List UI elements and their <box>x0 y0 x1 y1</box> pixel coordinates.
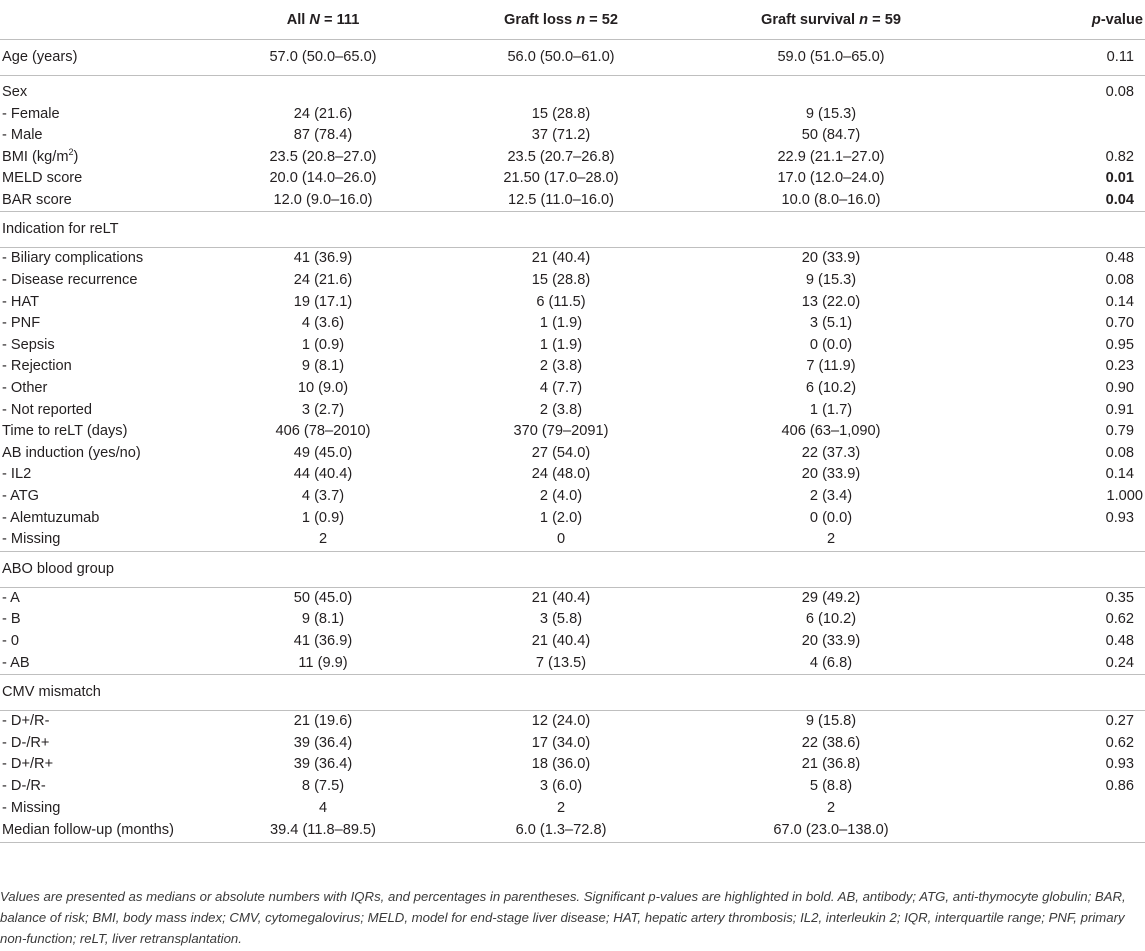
cell-graft-survival: 1 (1.7) <box>809 401 853 418</box>
cell-all: 87 (78.4) <box>293 127 353 144</box>
table-row <box>0 270 1145 292</box>
header-row <box>0 0 1145 40</box>
table-row <box>0 711 1145 733</box>
cell-graft-survival: 59.0 (51.0–65.0) <box>686 40 976 76</box>
row-label: Median follow-up (months) <box>0 819 210 843</box>
cell-p-value: 0.79 <box>1105 423 1134 440</box>
cell-graft-survival <box>686 76 976 104</box>
row-label: - AB <box>0 653 210 675</box>
cell-p-value: 0.62 <box>1105 611 1134 628</box>
header-p-text: -value <box>1100 11 1143 28</box>
cell-p-value: 0.08 <box>1105 272 1134 289</box>
row-label: - B <box>2 611 21 628</box>
table-row <box>0 798 1145 820</box>
cell-all: 20.0 (14.0–26.0) <box>269 170 377 187</box>
row-label: Time to reLT (days) <box>2 423 128 440</box>
cell-all: 49 (45.0) <box>293 444 353 461</box>
cell-graft-survival: 5 (8.8) <box>809 777 853 794</box>
cell-graft-loss: 1 (1.9) <box>539 336 583 353</box>
header-all-count: = 111 <box>319 11 360 28</box>
table-row <box>0 421 1145 443</box>
cell-graft-survival: 22 (38.6) <box>801 734 861 751</box>
cell-graft-survival: 22.9 (21.1–27.0) <box>777 148 885 165</box>
row-label: - D-/R+ <box>2 734 50 751</box>
table-row <box>0 356 1145 378</box>
cell-graft-survival: 3 (5.1) <box>809 315 853 332</box>
cell-graft-loss: 15 (28.8) <box>531 272 591 289</box>
cell-all: 4 (3.7) <box>301 488 345 504</box>
row-label: - Other <box>2 380 48 397</box>
table-row <box>0 378 1145 400</box>
header-all-text: All <box>286 11 310 28</box>
table-row <box>0 248 1145 270</box>
cell-graft-survival: 29 (49.2) <box>801 589 861 606</box>
cell-graft-loss: 6 (11.5) <box>536 293 586 310</box>
table-row <box>0 400 1145 422</box>
cell-p-value: 0.08 <box>1105 83 1134 100</box>
header-loss-text: Graft loss <box>504 11 577 28</box>
cell-graft-survival: 6 (10.2) <box>805 380 857 397</box>
cell-graft-survival: 6 (10.2) <box>805 611 857 628</box>
cell-graft-loss: 23.5 (20.7–26.8) <box>507 148 615 165</box>
cell-graft-loss: 21 (40.4) <box>531 632 591 649</box>
cell-graft-survival: 21 (36.8) <box>801 756 861 773</box>
cell-graft-survival: 4 (6.8) <box>686 653 976 675</box>
cell-graft-loss: 3 (5.8) <box>539 611 583 628</box>
row-label: - Missing <box>0 529 210 551</box>
cell-p-value <box>976 212 1145 248</box>
cell-graft-loss: 24 (48.0) <box>531 466 591 483</box>
cell-all <box>210 76 436 104</box>
table-row <box>0 529 1145 551</box>
cell-graft-survival <box>686 551 976 587</box>
cell-graft-survival: 10.0 (8.0–16.0) <box>686 190 976 212</box>
table-row <box>0 335 1145 357</box>
table-row <box>0 464 1145 486</box>
table-row <box>0 486 1145 508</box>
cell-p-value <box>976 529 1145 551</box>
table-row <box>0 168 1145 190</box>
cell-p-value: 0.24 <box>976 653 1145 675</box>
section-header-row <box>0 675 1145 711</box>
cell-p-value: 0.91 <box>1105 401 1134 418</box>
cell-graft-survival: 406 (63–1,090) <box>781 423 881 440</box>
cell-graft-loss: 56.0 (50.0–61.0) <box>436 40 686 76</box>
cell-graft-survival: 13 (22.0) <box>801 293 861 310</box>
row-label: - Alemtuzumab <box>2 509 100 526</box>
row-label: - Disease recurrence <box>2 272 138 289</box>
cell-graft-loss: 1 (2.0) <box>539 509 583 526</box>
cell-p-value: 0.90 <box>1105 380 1134 397</box>
header-loss-count: = 52 <box>585 11 618 28</box>
section-label: ABO blood group <box>0 551 210 587</box>
cell-p-value: 0.01 <box>1105 170 1134 187</box>
header-surv-text: Graft survival <box>761 11 860 28</box>
cell-graft-loss: 0 <box>436 529 686 551</box>
cell-all: 4 <box>318 799 328 816</box>
cell-graft-loss: 2 (3.8) <box>539 358 583 375</box>
cell-graft-survival: 9 (15.8) <box>805 713 857 730</box>
table-row <box>0 631 1145 653</box>
header-p-value <box>976 0 1145 40</box>
section-label: CMV mismatch <box>0 675 210 711</box>
cell-graft-survival <box>686 675 976 711</box>
cell-all: 39.4 (11.8–89.5) <box>210 819 436 843</box>
cell-graft-loss: 21 (40.4) <box>531 250 591 267</box>
row-label: Age (years) <box>0 40 210 76</box>
cell-graft-survival: 0 (0.0) <box>809 336 853 353</box>
cell-all: 50 (45.0) <box>293 589 353 606</box>
cell-graft-survival: 0 (0.0) <box>809 509 853 526</box>
table-row <box>0 125 1145 147</box>
header-all <box>210 0 436 40</box>
table-row <box>0 443 1145 465</box>
cell-graft-loss <box>436 551 686 587</box>
header-graft-survival <box>686 0 976 40</box>
header-surv-count: = 59 <box>868 11 901 28</box>
table-row <box>0 819 1145 843</box>
cell-graft-loss: 12.5 (11.0–16.0) <box>436 190 686 212</box>
cell-graft-survival: 2 (3.4) <box>809 488 853 504</box>
table-row <box>0 754 1145 776</box>
header-loss-var: n <box>576 11 586 28</box>
cell-p-value: 0.23 <box>1105 358 1134 375</box>
cell-all: 4 (3.6) <box>301 315 345 332</box>
cell-graft-loss: 1 (1.9) <box>539 315 583 332</box>
cell-all: 19 (17.1) <box>293 293 353 310</box>
cell-all: 39 (36.4) <box>293 734 353 751</box>
row-label: - Female <box>2 105 60 122</box>
table-row <box>0 653 1145 675</box>
row-label: - Rejection <box>2 358 72 375</box>
cell-graft-loss: 6.0 (1.3–72.8) <box>436 819 686 843</box>
cell-graft-loss <box>436 76 686 104</box>
bmi-label-end: ) <box>73 148 79 165</box>
cell-all: 10 (9.0) <box>297 380 349 397</box>
cell-graft-loss: 12 (24.0) <box>531 713 591 730</box>
cell-p-value: 0.70 <box>1105 315 1134 332</box>
table-row <box>0 313 1145 335</box>
row-label: - Not reported <box>2 401 93 418</box>
cell-all: 44 (40.4) <box>293 466 353 483</box>
header-all-var: N <box>309 11 320 28</box>
cell-p-value: 0.48 <box>1105 250 1134 267</box>
cell-p-value: 0.93 <box>1105 756 1134 773</box>
cell-graft-loss: 18 (36.0) <box>531 756 591 773</box>
cell-all: 1 (0.9) <box>301 336 345 353</box>
table-row <box>0 76 1145 104</box>
cell-graft-loss: 37 (71.2) <box>531 127 591 144</box>
cell-graft-survival: 9 (15.3) <box>805 105 857 122</box>
row-label: - IL2 <box>2 466 32 483</box>
table-row <box>0 292 1145 314</box>
cell-all <box>210 551 436 587</box>
cell-all: 23.5 (20.8–27.0) <box>269 148 377 165</box>
cell-graft-survival: 7 (11.9) <box>806 358 856 375</box>
cell-p-value: 0.48 <box>1105 632 1134 649</box>
row-label: - 0 <box>2 632 20 649</box>
cell-graft-loss: 17 (34.0) <box>531 734 591 751</box>
row-label: - D+/R+ <box>2 756 54 773</box>
cell-all: 406 (78–2010) <box>275 423 371 440</box>
row-label: - D-/R- <box>2 777 46 794</box>
cell-p-value: 0.14 <box>1105 466 1134 483</box>
cell-all: 3 (2.7) <box>301 401 345 418</box>
cell-all: 12.0 (9.0–16.0) <box>210 190 436 212</box>
cell-p-value <box>976 675 1145 711</box>
cell-p-value: 0.82 <box>1105 148 1134 165</box>
header-graft-loss <box>436 0 686 40</box>
row-label: - Biliary complications <box>2 250 144 267</box>
cell-graft-loss: 21.50 (17.0–28.0) <box>503 170 619 187</box>
cell-p-value: 0.62 <box>1105 734 1134 751</box>
cell-p-value: 0.86 <box>1105 777 1134 794</box>
row-label: - D+/R- <box>2 713 50 730</box>
header-variable <box>0 0 210 40</box>
cell-all: 41 (36.9) <box>293 632 353 649</box>
table-row <box>0 508 1145 530</box>
cell-graft-survival: 50 (84.7) <box>801 127 861 144</box>
cell-all: 21 (19.6) <box>293 713 353 730</box>
section-label: Indication for reLT <box>0 212 210 248</box>
row-label: - PNF <box>2 315 41 332</box>
cell-graft-loss: 4 (7.7) <box>539 380 583 397</box>
cell-graft-survival: 20 (33.9) <box>801 250 861 267</box>
cell-all: 24 (21.6) <box>293 105 353 122</box>
cell-p-value <box>976 819 1145 843</box>
cell-graft-loss: 27 (54.0) <box>531 444 591 461</box>
cell-graft-loss: 2 <box>556 799 566 816</box>
cell-graft-survival: 2 <box>686 529 976 551</box>
row-label: - A <box>2 589 20 606</box>
cell-p-value: 0.11 <box>976 40 1145 76</box>
table-row <box>0 609 1145 631</box>
cell-p-value <box>976 798 1145 820</box>
cell-p-value <box>976 551 1145 587</box>
cell-all: 9 (8.1) <box>301 611 345 628</box>
row-label: - Sepsis <box>2 336 55 353</box>
cell-p-value: 0.93 <box>1105 509 1134 526</box>
table-row <box>0 40 1145 76</box>
row-label: MELD score <box>2 170 83 187</box>
cell-all: 39 (36.4) <box>293 756 353 773</box>
table-row <box>0 104 1145 126</box>
row-label: BAR score <box>0 190 210 212</box>
cell-p-value: 0.95 <box>1105 336 1134 353</box>
cell-graft-survival <box>686 212 976 248</box>
header-p-var: p <box>1091 11 1101 28</box>
table-footnote: Values are presented as medians or absolute numbers with IQRs, and percentages in parentheses. Significant p-values are highlighted in bold. AB, antibody; ATG, anti-thymocyte globulin; BAR, balance of risk; BMI, body mass index; CMV, cytomegalovirus; MELD, model for end-stage liver disease; HAT, hepatic artery thrombosis; IL2, interleukin 2; IQR, interquartile range; PNF, primary non-function; reLT, liver retransplantation. <box>0 889 1126 946</box>
cell-graft-survival: 20 (33.9) <box>801 466 861 483</box>
table-row <box>0 733 1145 755</box>
section-header-row <box>0 212 1145 248</box>
row-label <box>0 147 210 169</box>
row-label: - Male <box>2 127 43 144</box>
cell-graft-survival: 67.0 (23.0–138.0) <box>686 819 976 843</box>
cell-p-value: 1.000 <box>1106 488 1143 504</box>
cell-graft-loss <box>436 675 686 711</box>
cell-graft-loss: 2 (3.8) <box>539 401 583 418</box>
row-label: Sex <box>2 83 28 100</box>
cell-all <box>210 675 436 711</box>
cell-graft-survival: 20 (33.9) <box>801 632 861 649</box>
cell-all: 57.0 (50.0–65.0) <box>210 40 436 76</box>
cell-graft-loss: 370 (79–2091) <box>513 423 609 440</box>
table-row <box>0 190 1145 212</box>
table-row <box>0 776 1145 798</box>
cell-all: 24 (21.6) <box>293 272 353 289</box>
bmi-exponent: 2 <box>68 146 74 157</box>
table-row <box>0 587 1145 609</box>
cell-p-value: 0.35 <box>1105 589 1134 606</box>
cell-all: 11 (9.9) <box>210 653 436 675</box>
cell-graft-loss <box>436 212 686 248</box>
cell-all: 8 (7.5) <box>301 777 345 794</box>
cell-p-value <box>976 104 1145 126</box>
bmi-label: BMI (kg/m <box>2 148 69 165</box>
section-header-row <box>0 551 1145 587</box>
cell-graft-survival: 22 (37.3) <box>801 444 861 461</box>
cell-graft-loss: 2 (4.0) <box>539 488 583 504</box>
cell-p-value: 0.14 <box>1105 293 1134 310</box>
cell-all: 41 (36.9) <box>293 250 353 267</box>
cell-graft-survival: 2 <box>826 799 836 816</box>
cell-graft-loss: 3 (6.0) <box>539 777 583 794</box>
cell-graft-loss: 21 (40.4) <box>531 589 591 606</box>
row-label: AB induction (yes/no) <box>2 444 141 461</box>
cell-all: 2 <box>210 529 436 551</box>
cell-p-value <box>976 125 1145 147</box>
cell-graft-survival: 17.0 (12.0–24.0) <box>777 170 885 187</box>
header-surv-var: n <box>859 11 869 28</box>
row-label: - ATG <box>2 488 40 504</box>
cell-graft-loss: 15 (28.8) <box>531 105 591 122</box>
cell-graft-loss: 7 (13.5) <box>436 653 686 675</box>
cell-all: 9 (8.1) <box>301 358 345 375</box>
cell-all <box>210 212 436 248</box>
cell-graft-survival: 9 (15.3) <box>805 272 857 289</box>
table-row <box>0 147 1145 169</box>
row-label: - HAT <box>2 293 40 310</box>
row-label: - Missing <box>2 799 61 816</box>
cell-p-value: 0.27 <box>1105 713 1134 730</box>
cell-all: 1 (0.9) <box>301 509 345 526</box>
cell-p-value: 0.08 <box>1105 444 1134 461</box>
cell-p-value: 0.04 <box>976 190 1145 212</box>
